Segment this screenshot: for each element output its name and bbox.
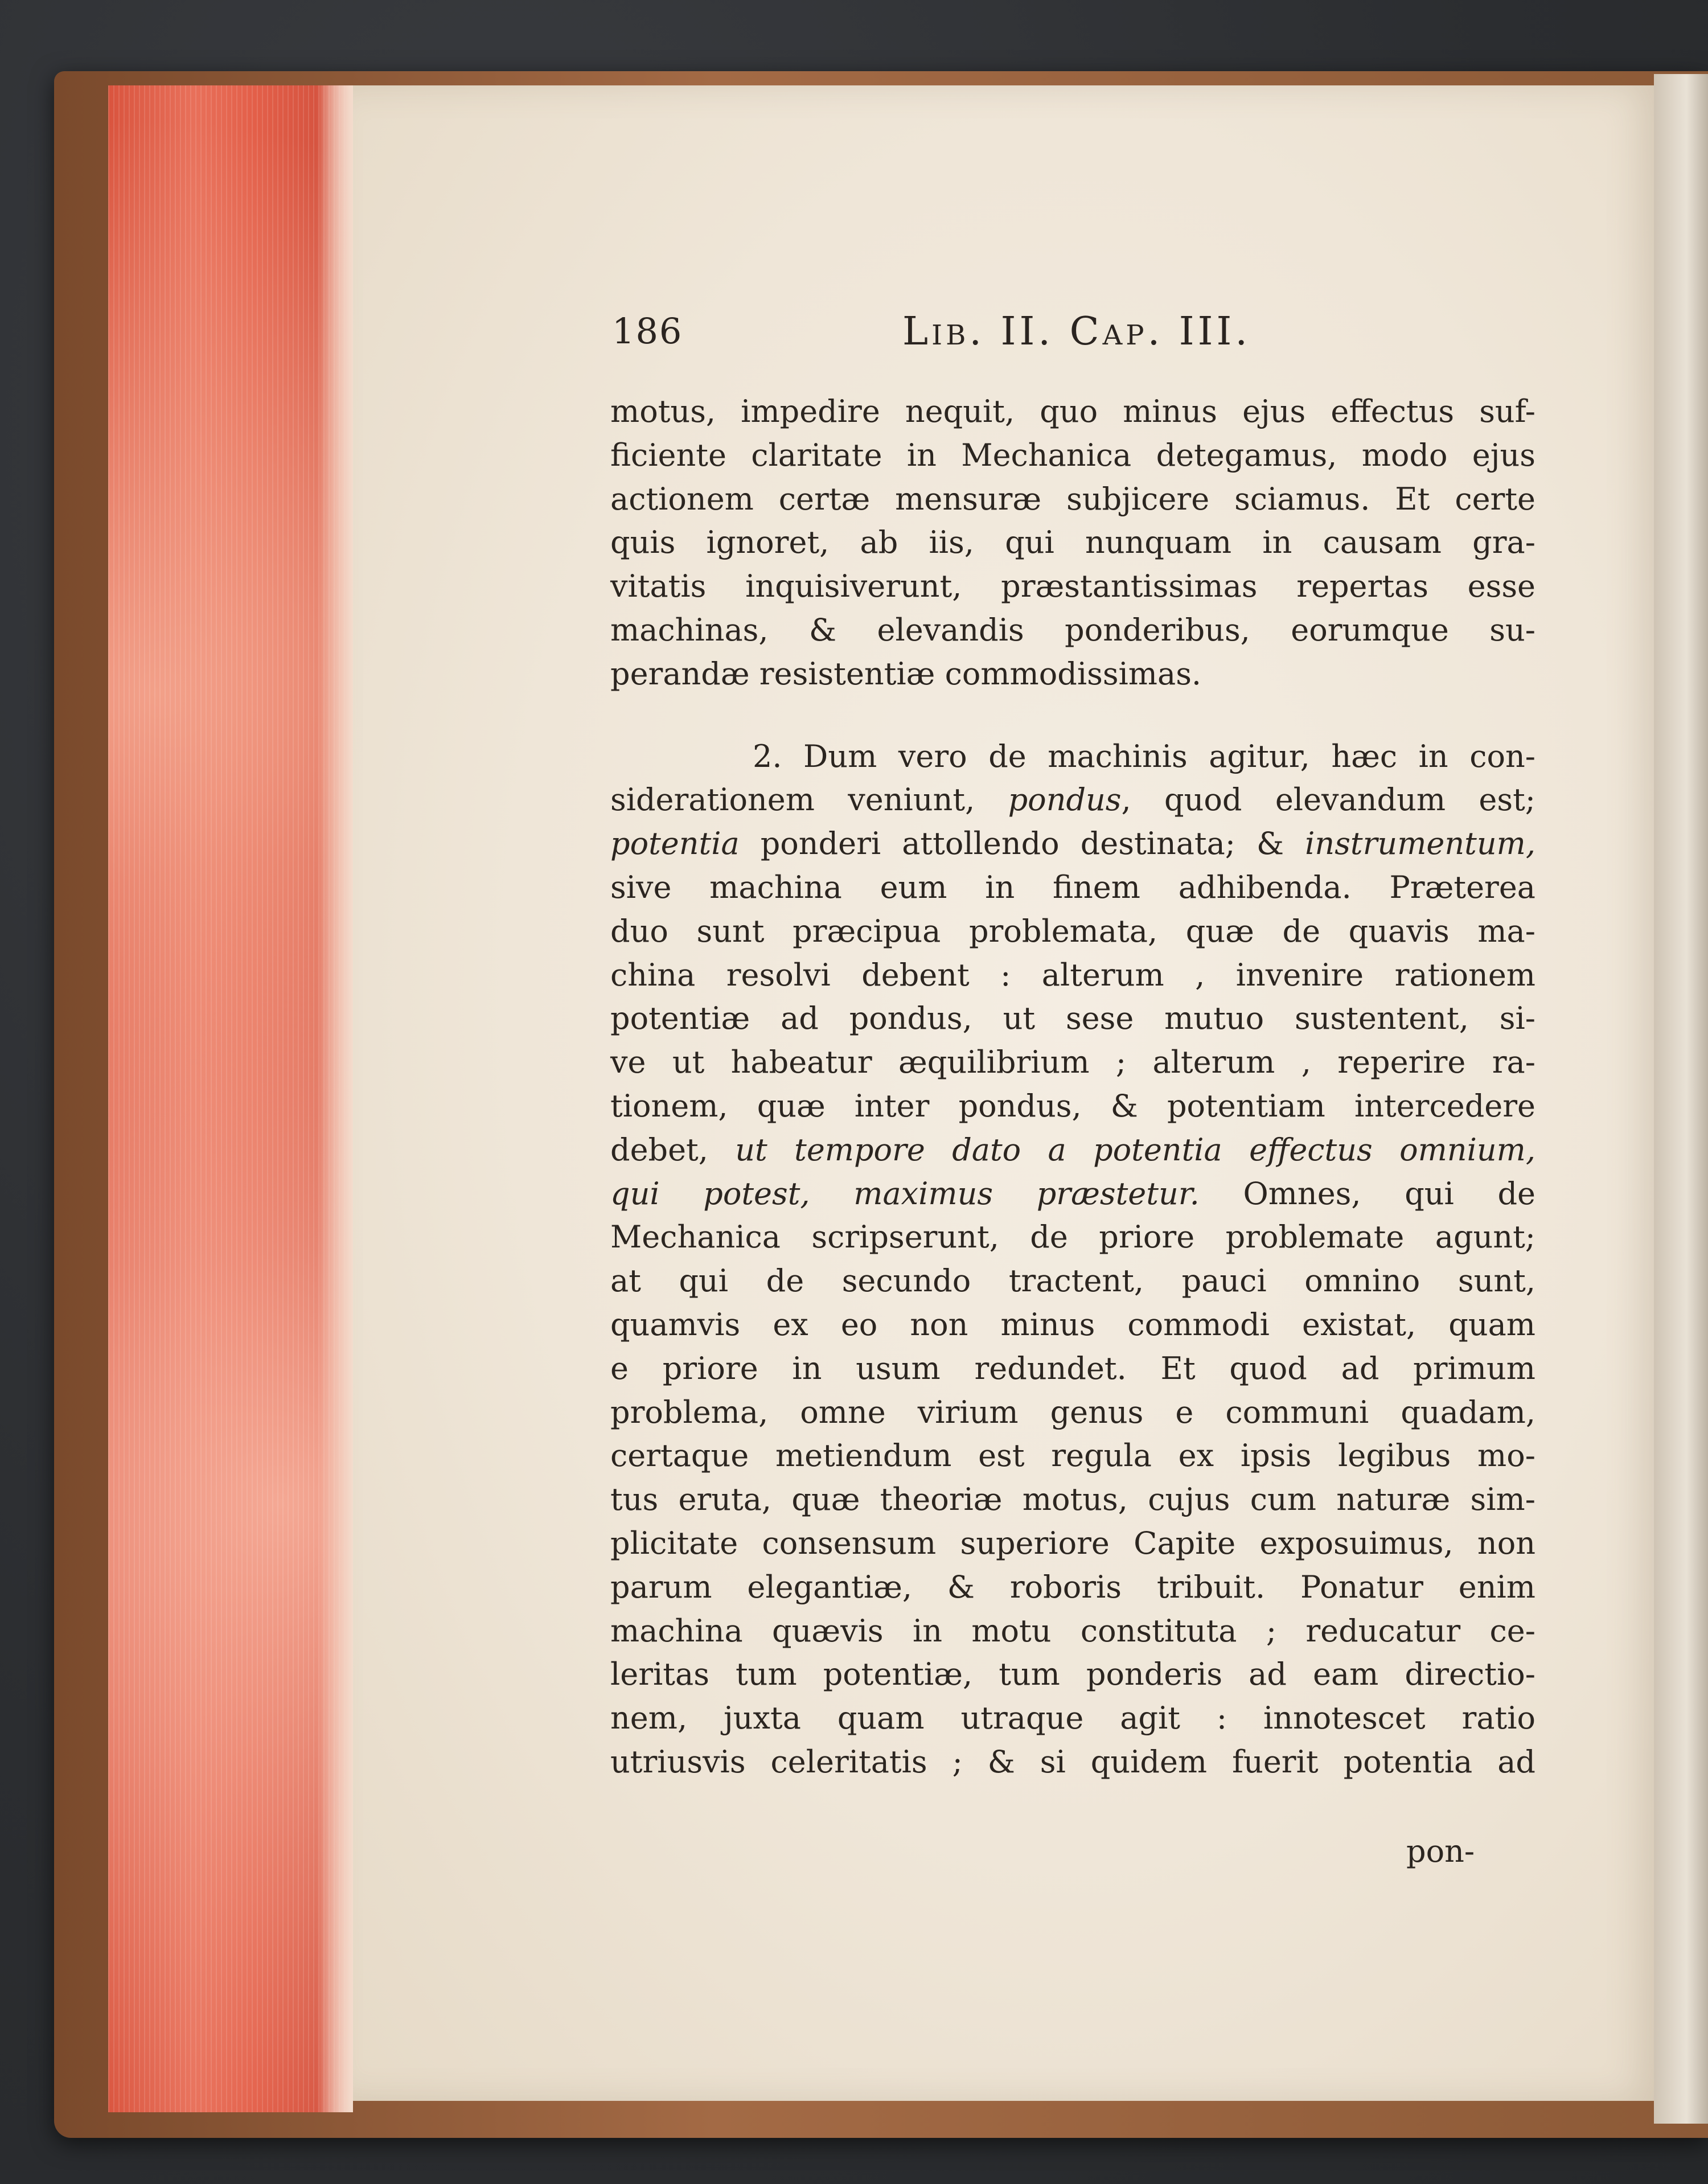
text-line: debet, ut tempore dato a potentia effectus omnium, [610,1131,1535,1168]
text-line: sive machina eum in finem adhibenda. Præterea [610,869,1535,905]
catchword: pon- [1406,1833,1475,1869]
text-line: china resolvi debent : alterum , invenire rationem [610,956,1535,993]
text-line: vitatis inquisiverunt, præstantissimas repertas esse [610,568,1535,605]
text-line: quamvis ex eo non minus commodi existat, quam [610,1306,1535,1343]
text-line: ficiente claritate in Mechanica detegamus, modo ejus [610,437,1535,473]
text-line: 2. Dum vero de machinis agitur, hæc in con- [753,738,1535,774]
text-line: certaque metiendum est regula ex ipsis legibus mo- [610,1438,1535,1474]
text-line: tionem, quæ inter pondus, & potentiam intercedere [610,1087,1535,1124]
text-line: qui potest, maximus præstetur. Omnes, qui de [610,1175,1535,1212]
text-line: motus, impedire nequit, quo minus ejus effectus suf- [610,393,1535,429]
text-line: ve ut habeatur æquilibrium ; alterum , reperire ra- [610,1044,1535,1081]
text-line: potentia ponderi attollendo destinata; & instrumentum, [610,826,1535,862]
text-line: leritas tum potentiæ, tum ponderis ad eam directio- [610,1656,1535,1693]
text-line: problema, omne virium genus e communi quadam, [610,1394,1535,1430]
text-line: parum elegantiæ, & roboris tribuit. Ponatur enim [610,1569,1535,1605]
text-line: siderationem veniunt, pondus, quod elevandum est; [610,782,1535,818]
page-number: 186 [612,310,683,352]
text-line: quis ignoret, ab iis, qui nunquam in causam gra- [610,524,1535,561]
text-line: potentiæ ad pondus, ut sese mutuo sustentent, si- [610,1000,1535,1037]
chapter-heading: Lib. II. Cap. III. [902,309,1251,354]
text-line: nem, juxta quam utraque agit : innotescet ratio [610,1700,1535,1736]
text-line: Mechanica scripserunt, de priore problemate agunt; [610,1219,1535,1255]
text-line: machina quævis in motu constituta ; reducatur ce- [610,1612,1535,1649]
fore-edge-red-sprinkle [108,85,353,2112]
body-text [610,390,1535,1784]
text-line: plicitate consensum superiore Capite exposuimus, non [610,1525,1535,1561]
text-line: duo sunt præcipua problemata, quæ de quavis ma- [610,913,1535,949]
running-head [612,310,1523,379]
text-line: e priore in usum redundet. Et quod ad primum [610,1350,1535,1386]
text-line: tus eruta, quæ theoriæ motus, cujus cum naturæ sim- [610,1481,1535,1518]
text-line: utriusvis celeritatis ; & si quidem fuerit potentia ad [610,1743,1535,1780]
adjacent-page-edge [1654,74,1708,2124]
text-line: at qui de secundo tractent, pauci omnino sunt, [610,1263,1535,1299]
text-line: machinas, & elevandis ponderibus, eorumque su- [610,611,1535,648]
text-line: perandæ resistentiæ commodissimas. [610,655,1202,692]
text-line: actionem certæ mensuræ subjicere sciamus. Et certe [610,481,1535,517]
